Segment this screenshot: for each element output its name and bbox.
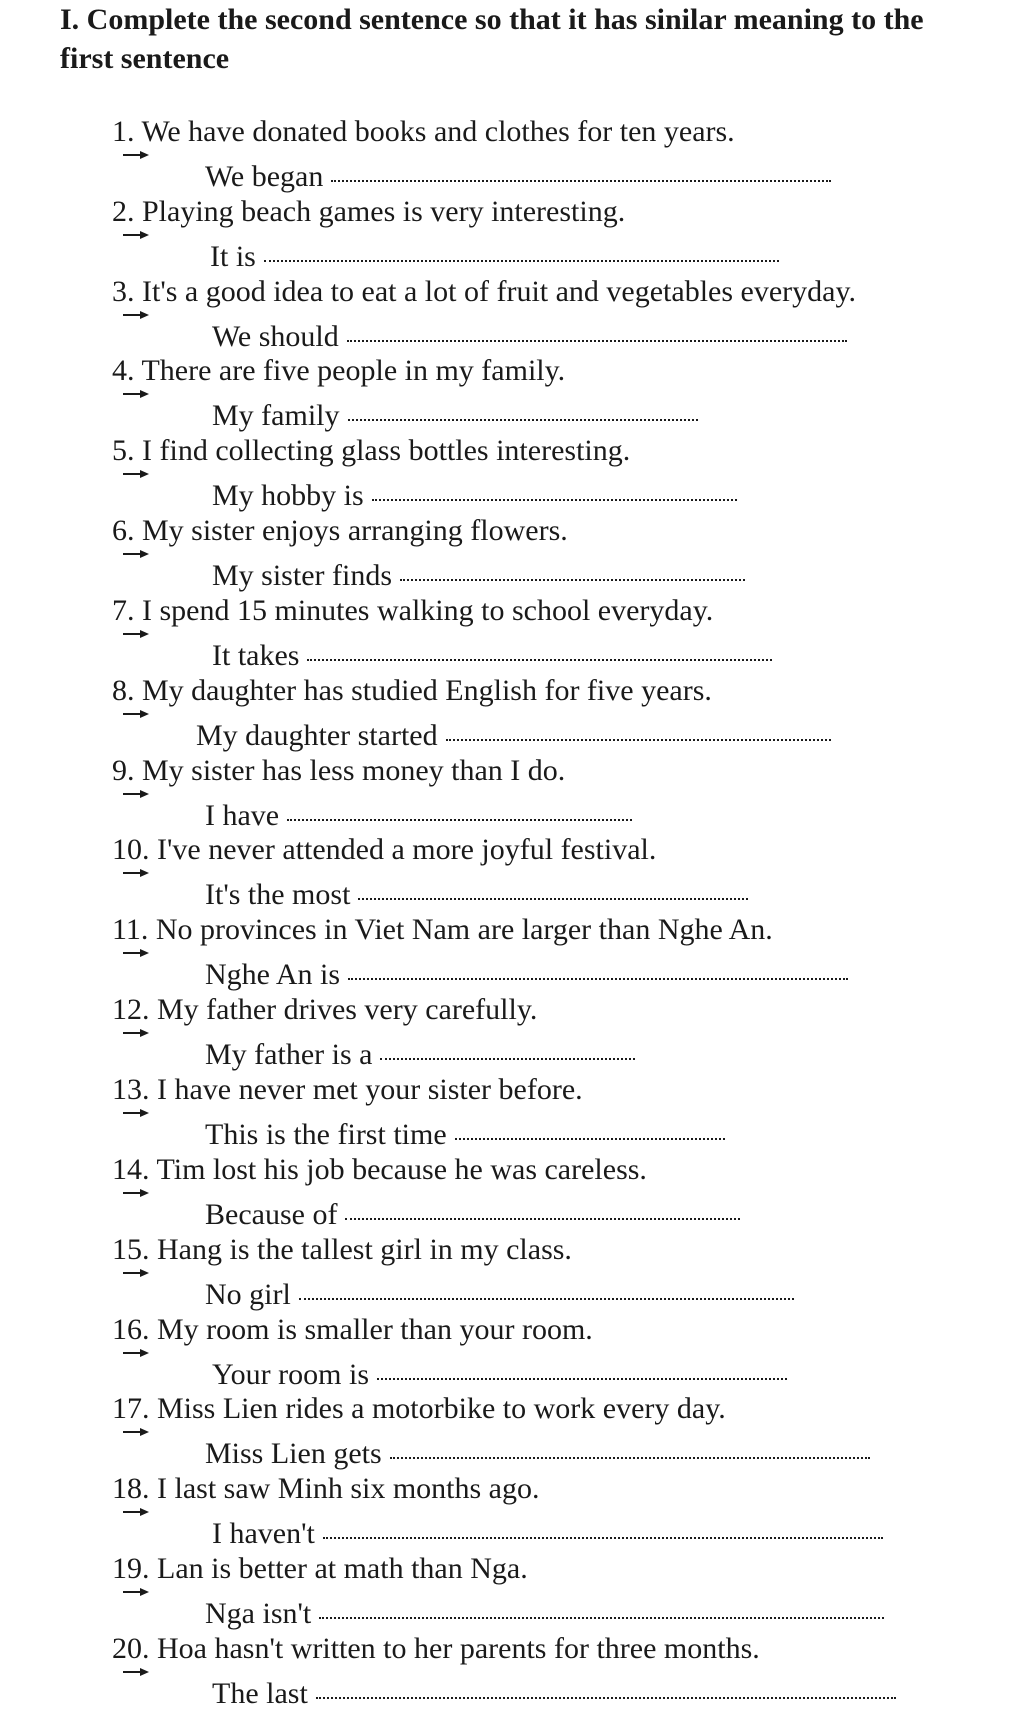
question-sentence: Hoa hasn't written to her parents for three months.: [149, 1632, 760, 1665]
question-text: [112, 992, 537, 1028]
question-text: [112, 1072, 583, 1108]
question-sentence: I have never met your sister before.: [149, 1073, 583, 1106]
question-text: [112, 194, 625, 230]
answer-line: [212, 1671, 896, 1712]
question-number: 4.: [112, 354, 135, 387]
exercise-item: [0, 1152, 1024, 1232]
question-number: 12.: [112, 993, 150, 1026]
arrow-right-icon: [122, 1026, 150, 1040]
answer-stem: We began: [205, 160, 324, 193]
question-number: 20.: [112, 1632, 150, 1665]
arrow-right-icon: [122, 547, 150, 561]
question-sentence: No provinces in Viet Nam are larger than Nghe An.: [148, 913, 773, 946]
question-number: 14.: [112, 1153, 150, 1186]
arrow-right-icon: [122, 866, 150, 880]
arrow-right-icon: [122, 1585, 150, 1599]
question-sentence: My daughter has studied English for five years.: [134, 674, 712, 707]
exercise-item: [0, 673, 1024, 753]
answer-line: [212, 393, 698, 434]
answer-line: [205, 1431, 870, 1472]
arrow-right-icon: [122, 1106, 150, 1120]
answer-stem: It takes: [212, 639, 300, 672]
arrow-right-icon: [122, 707, 150, 721]
arrow-right-icon: [122, 1425, 150, 1439]
question-text: [112, 353, 565, 389]
answer-blank[interactable]: [377, 1348, 787, 1380]
answer-line: [212, 314, 847, 355]
section-heading: I. Complete the second sentence so that it has sinilar meaning to the first sentence: [60, 3, 924, 75]
question-sentence: My sister enjoys arranging flowers.: [134, 514, 568, 547]
question-number: 17.: [112, 1392, 150, 1425]
answer-blank[interactable]: [323, 1507, 883, 1539]
question-number: 9.: [112, 754, 135, 787]
arrow-right-icon: [122, 387, 150, 401]
question-number: 3.: [112, 275, 135, 308]
question-text: [112, 1152, 647, 1188]
answer-stem: The last: [212, 1677, 308, 1710]
arrow-right-icon: [122, 1665, 150, 1679]
question-text: [112, 1551, 528, 1587]
answer-stem: It's the most: [205, 878, 351, 911]
question-sentence: Miss Lien rides a motorbike to work every day.: [149, 1392, 726, 1425]
answer-blank[interactable]: [390, 1427, 870, 1459]
arrow-right-icon: [122, 467, 150, 481]
answer-stem: My sister finds: [212, 559, 392, 592]
answer-stem: It is: [210, 240, 256, 273]
question-number: 18.: [112, 1472, 150, 1505]
answer-stem: My family: [212, 399, 340, 432]
question-number: 19.: [112, 1552, 150, 1585]
exercise-item: [0, 832, 1024, 912]
answer-stem: No girl: [205, 1278, 291, 1311]
question-number: 1.: [112, 115, 135, 148]
arrow-right-icon: [122, 1505, 150, 1519]
answer-line: [205, 952, 848, 993]
question-sentence: Tim lost his job because he was careless.: [149, 1153, 647, 1186]
answer-stem: My daughter started: [196, 719, 438, 752]
answer-blank[interactable]: [400, 549, 745, 581]
question-number: 6.: [112, 514, 135, 547]
question-number: 2.: [112, 195, 135, 228]
arrow-right-icon: [122, 1266, 150, 1280]
answer-line: [196, 713, 831, 754]
answer-line: [212, 1511, 883, 1552]
question-text: [112, 513, 568, 549]
answer-blank[interactable]: [372, 469, 737, 501]
answer-line: [212, 633, 772, 674]
exercise-item: [0, 274, 1024, 354]
question-text: [112, 274, 856, 310]
question-number: 16.: [112, 1313, 150, 1346]
exercise-item: [0, 753, 1024, 833]
answer-blank[interactable]: [287, 789, 632, 821]
answer-blank[interactable]: [307, 629, 772, 661]
exercise-item: [0, 1631, 1024, 1711]
question-sentence: I last saw Minh six months ago.: [149, 1472, 540, 1505]
question-text: [112, 1232, 572, 1268]
answer-line: [212, 473, 737, 514]
question-sentence: My sister has less money than I do.: [134, 754, 566, 787]
exercise-item: [0, 912, 1024, 992]
question-sentence: I've never attended a more joyful festival.: [149, 833, 657, 866]
answer-stem: Nghe An is: [205, 958, 340, 991]
answer-stem: Because of: [205, 1198, 338, 1231]
exercise-item: [0, 1232, 1024, 1312]
exercise-item: [0, 114, 1024, 194]
question-text: [112, 114, 735, 150]
answer-line: [212, 553, 745, 594]
answer-line: [205, 1112, 725, 1153]
answer-line: [205, 872, 748, 913]
exercise-item: [0, 1391, 1024, 1471]
question-sentence: My father drives very carefully.: [149, 993, 538, 1026]
answer-line: [205, 154, 831, 195]
question-sentence: There are five people in my family.: [134, 354, 566, 387]
question-number: 11.: [112, 913, 149, 946]
answer-blank[interactable]: [347, 310, 847, 342]
question-text: [112, 832, 656, 868]
answer-line: [205, 1032, 635, 1073]
answer-blank[interactable]: [264, 230, 779, 262]
exercise-item: [0, 1551, 1024, 1631]
answer-stem: This is the first time: [205, 1118, 447, 1151]
answer-stem: I have: [205, 799, 280, 832]
answer-stem: Nga isn't: [205, 1597, 312, 1630]
question-number: 8.: [112, 674, 135, 707]
answer-line: [205, 1192, 740, 1233]
question-number: 7.: [112, 594, 135, 627]
question-sentence: My room is smaller than your room.: [149, 1313, 593, 1346]
question-sentence: I spend 15 minutes walking to school everyday.: [134, 594, 714, 627]
exercise-item: [0, 1471, 1024, 1551]
exercise-item: [0, 593, 1024, 673]
answer-blank[interactable]: [446, 709, 831, 741]
exercise-item: [0, 992, 1024, 1072]
answer-line: [212, 1352, 787, 1393]
arrow-right-icon: [122, 787, 150, 801]
question-text: [112, 1471, 540, 1507]
answer-line: [205, 1272, 794, 1313]
question-number: 5.: [112, 434, 135, 467]
question-number: 13.: [112, 1073, 150, 1106]
question-text: [112, 912, 773, 948]
answer-stem: Your room is: [212, 1358, 369, 1391]
question-text: [112, 673, 712, 709]
answer-line: [210, 234, 779, 275]
exercise-item: [0, 1312, 1024, 1392]
exercise-item: [0, 513, 1024, 593]
answer-blank[interactable]: [331, 150, 831, 182]
question-sentence: I find collecting glass bottles interesting.: [134, 434, 631, 467]
question-text: [112, 433, 630, 469]
question-text: [112, 753, 565, 789]
answer-blank[interactable]: [316, 1667, 896, 1699]
question-sentence: We have donated books and clothes for ten years.: [134, 115, 735, 148]
exercise-item: [0, 353, 1024, 433]
question-sentence: It's a good idea to eat a lot of fruit and vegetables everyday.: [134, 275, 857, 308]
exercise-item: [0, 1072, 1024, 1152]
exercise-item: [0, 194, 1024, 274]
answer-stem: We should: [212, 320, 339, 353]
answer-stem: My father is a: [205, 1038, 373, 1071]
question-text: [112, 1391, 726, 1427]
answer-blank[interactable]: [455, 1108, 725, 1140]
answer-blank[interactable]: [299, 1268, 794, 1300]
answer-blank[interactable]: [319, 1587, 884, 1619]
answer-stem: My hobby is: [212, 479, 364, 512]
question-text: [112, 1631, 760, 1667]
question-number: 15.: [112, 1233, 150, 1266]
answer-blank[interactable]: [380, 1028, 635, 1060]
answer-blank[interactable]: [348, 389, 698, 421]
arrow-right-icon: [122, 1346, 150, 1360]
answer-blank[interactable]: [345, 1188, 740, 1220]
answer-blank[interactable]: [358, 868, 748, 900]
answer-stem: I haven't: [212, 1517, 315, 1550]
question-text: [112, 593, 713, 629]
arrow-right-icon: [122, 308, 150, 322]
arrow-right-icon: [122, 228, 150, 242]
arrow-right-icon: [122, 946, 150, 960]
answer-blank[interactable]: [348, 948, 848, 980]
question-text: [112, 1312, 593, 1348]
answer-stem: Miss Lien gets: [205, 1437, 382, 1470]
arrow-right-icon: [122, 148, 150, 162]
question-sentence: Hang is the tallest girl in my class.: [149, 1233, 572, 1266]
question-number: 10.: [112, 833, 150, 866]
exercise-item: [0, 433, 1024, 513]
arrow-right-icon: [122, 1186, 150, 1200]
question-sentence: Lan is better at math than Nga.: [149, 1552, 528, 1585]
answer-line: [205, 793, 632, 834]
question-sentence: Playing beach games is very interesting.: [134, 195, 626, 228]
answer-line: [205, 1591, 884, 1632]
arrow-right-icon: [122, 627, 150, 641]
